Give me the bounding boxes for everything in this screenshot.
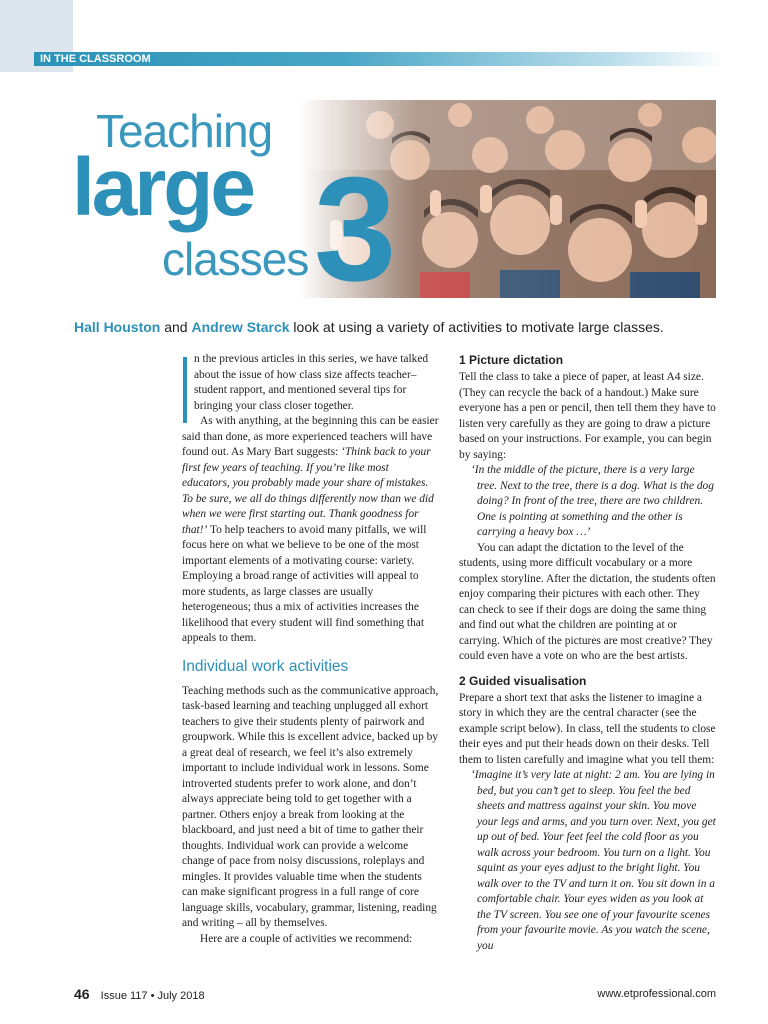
author-1: Hall Houston bbox=[74, 319, 161, 335]
standfirst-text: look at using a variety of activities to motivate large classes. bbox=[293, 319, 664, 335]
paragraph: Prepare a short text that asks the listener to imagine a story in which they are the central character (see the example script below). In class, tell the students to close their eyes and put their heads down on their desks. Tell them to listen carefully and imagine what you tell them: bbox=[459, 691, 716, 766]
intro-paragraph: n the previous articles in this series, we have talked about the issue of how class size affects teacher–student rapport, and mentioned several tips for bringing your class closer together. bbox=[194, 353, 429, 412]
paragraph bbox=[182, 414, 439, 647]
section-heading: Individual work activities bbox=[182, 657, 349, 675]
title-line-3: classes bbox=[162, 233, 309, 285]
section-label: IN THE CLASSROOM bbox=[40, 53, 151, 65]
page-number: 46 bbox=[74, 986, 90, 1002]
right-column bbox=[459, 352, 717, 954]
paragraph-end: To help teachers to avoid many pitfalls, we will focus here on what we believe to be one of the most important elements of a motivating course: variety. Employing a broad range of activities will appeal to more students, as large classes are usually heterogeneous; thus a mix of activities increases the likelihood that every student will find something that appeals to them. bbox=[182, 523, 427, 644]
paragraph: Tell the class to take a piece of paper, at least A4 size. (They can recycle the back of a handout.) Make sure everyone has a pen or pencil, then tell them they have to listen very carefully as they are going to draw a picture based on your instructions. For example, you can begin by saying: bbox=[459, 371, 716, 461]
paragraph: You can adapt the dictation to the level of the students, using more difficult vocabulary or a more complex storyline. After the dictation, the students often enjoy comparing their pictures with each other. They can check to see if their dogs are doing the same thing and find out what the children are pointing at or carrying. Which of the pictures are most creative? They could even have a vote on who are the best artists. bbox=[459, 541, 716, 662]
activity-heading-2: 2 Guided visualisation bbox=[459, 673, 587, 688]
title-line-1: Teaching bbox=[96, 105, 273, 157]
footer-left bbox=[74, 986, 205, 1002]
quotation: ‘Think back to your first few years of teaching. If you’re like most educators, you probably made your share of mistakes. To be sure, we all do things differently now than we did when we were first starting out. Thank goodness for that!’ bbox=[182, 446, 434, 536]
activity-heading-1: 1 Picture dictation bbox=[459, 353, 564, 367]
paragraph: Teaching methods such as the communicative approach, task-based learning and teaching unplugged all exhort teachers to give their students plenty of pairwork and groupwork. While this is excellent advice, backed up by a great deal of research, we feel it’s also extremely important to include individual work in lessons. Some introverted students prefer to work alone, and don’t always appreciate being told to get together with a partner. Others enjoy a break from looking at the blackboard, and just need a bit of time to gather their thoughts. Individual work can provide a welcome change of pace from noisy discussions, roleplays and mingles. It provides valuable time when the students can make significant progress in a full range of core language skills, vocabulary, grammar, listening, reading and writing – all by themselves. bbox=[182, 684, 439, 929]
left-column bbox=[182, 352, 439, 947]
author-joiner: and bbox=[164, 319, 188, 335]
website-link[interactable]: www.etprofessional.com bbox=[597, 988, 716, 1000]
title-line-2: large bbox=[72, 142, 253, 233]
series-number: 3 bbox=[314, 147, 393, 312]
standfirst bbox=[74, 318, 734, 336]
paragraph: Here are a couple of activities we recommend: bbox=[200, 932, 413, 945]
quotation: ‘In the middle of the picture, there is a very large tree. Next to the tree, there is a dog. What is the dog doing? In front of the tree, there are two children. One is pointing at something and the other is carrying a heavy box …’ bbox=[471, 464, 714, 538]
quotation: ‘Imagine it’s very late at night: 2 am. You are lying in bed, but you can’t get to sleep. You feel the bed sheets and mattress against your skin. You move your legs and arms, and you turn over. Next, you get up out of bed. Your feet feel the cold floor as you walk across your bedroom. You turn on a light. You squint as your eyes adjust to the bright light. You walk over to the TV and turn it on. You sit down in a comfortable chair. Your eyes widen as you look at the TV screen. You see one of your favourite scenes from your favourite movie. As you watch the scene, you bbox=[471, 769, 716, 952]
paragraph-start: As with anything, at the beginning this can be easier said than done, as more experienced teachers will have found out. As Mary Bart suggests: bbox=[182, 415, 439, 458]
author-2: Andrew Starck bbox=[191, 319, 290, 335]
issue-info: Issue 117 • July 2018 bbox=[100, 990, 205, 1002]
